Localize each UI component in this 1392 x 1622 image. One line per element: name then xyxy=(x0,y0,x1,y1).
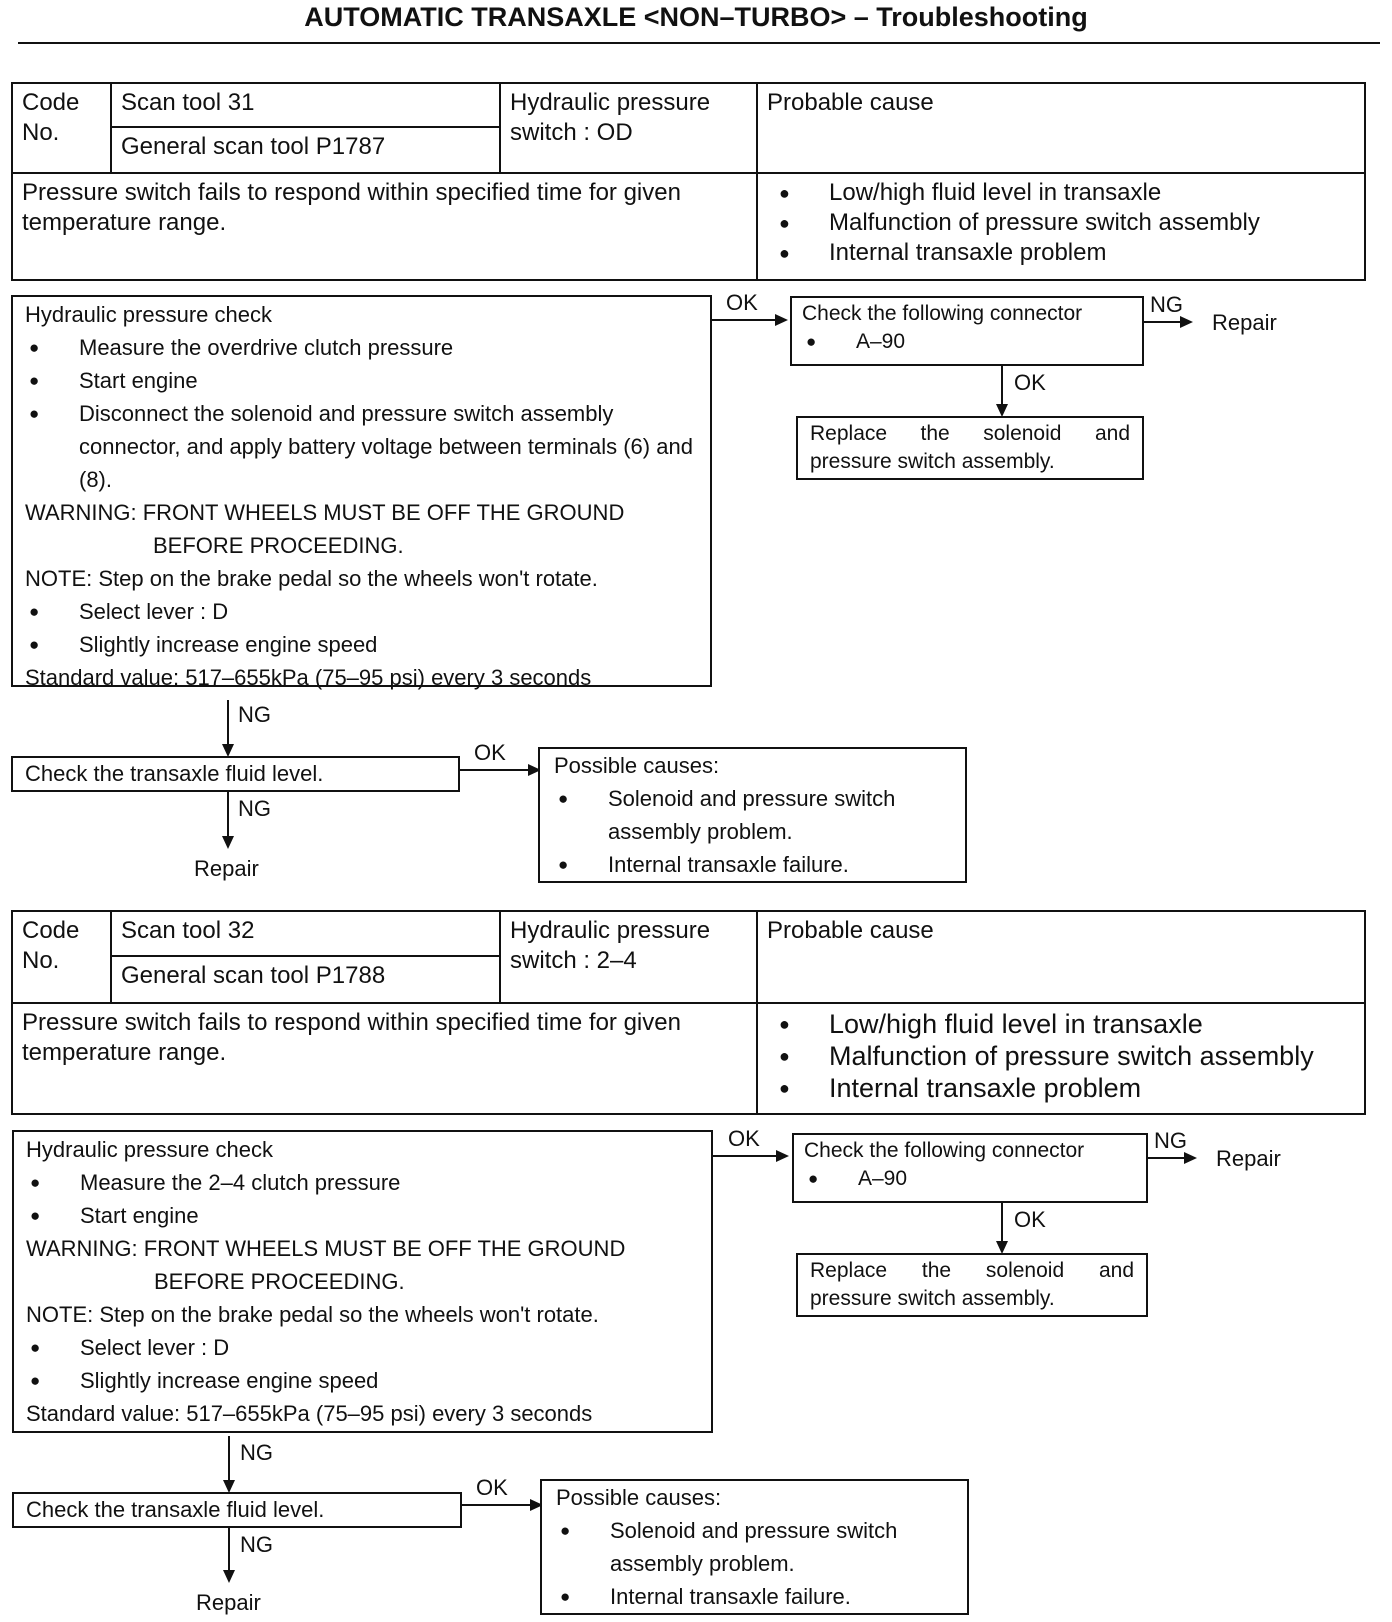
replace-text: Replace the solenoid and pressure switch assembly. xyxy=(810,1259,1134,1310)
cause-item: ● Internal transaxle problem xyxy=(767,1072,1355,1104)
replace-box xyxy=(796,1253,1148,1317)
hydraulic-check-box xyxy=(12,1130,713,1433)
general-scan-tool: General scan tool P1787 xyxy=(112,128,501,172)
arrow-line xyxy=(227,700,229,750)
fluid-check-text: Check the transaxle fluid level. xyxy=(26,1497,325,1522)
connector-item: ● A–90 xyxy=(802,328,1132,356)
ok-label: OK xyxy=(1014,370,1046,395)
check-title: Hydraulic pressure check xyxy=(26,1137,273,1162)
ng-label: NG xyxy=(1150,292,1183,317)
replace-text: Replace the solenoid and pressure switch assembly. xyxy=(810,422,1130,473)
code-table xyxy=(11,82,1366,281)
switch-name: Hydraulic pressure switch : 2–4 xyxy=(501,912,758,1002)
check-step: ● Disconnect the solenoid and pressure switch assembly connector, and apply battery voltage between terminals (6) and (8). xyxy=(25,397,698,496)
switch-name: Hydraulic pressure switch : OD xyxy=(501,84,758,172)
check-step: ● Measure the overdrive clutch pressure xyxy=(25,331,698,364)
page-title: AUTOMATIC TRANSAXLE <NON–TURBO> – Troubleshooting xyxy=(304,2,1088,32)
warning-line: BEFORE PROCEEDING. xyxy=(154,1269,405,1294)
arrow-line xyxy=(460,769,532,771)
connector-title: Check the following connector xyxy=(802,302,1083,325)
repair-label: Repair xyxy=(196,1590,261,1615)
fluid-check-box xyxy=(11,756,460,792)
check-step: ● Start engine xyxy=(25,364,698,397)
code-no-label: Code No. xyxy=(13,84,112,172)
hydraulic-check-box xyxy=(11,295,712,690)
connector-check-box xyxy=(790,296,1144,366)
arrow-head xyxy=(223,1570,235,1583)
arrow-line xyxy=(1144,321,1182,323)
possible-item: ● Internal transaxle failure. xyxy=(556,1580,953,1613)
arrow-line xyxy=(1001,366,1003,408)
arrow-line xyxy=(228,1528,230,1576)
probable-cause-heading: Probable cause xyxy=(767,917,934,944)
cause-item: ● Malfunction of pressure switch assembly xyxy=(767,1040,1355,1072)
check-step: ● Select lever : D xyxy=(25,595,698,628)
possible-item: ● Solenoid and pressure switch assembly problem. xyxy=(554,782,951,848)
standard-value: Standard value: 517–655kPa (75–95 psi) every 3 seconds xyxy=(25,665,592,690)
check-step: ● Select lever : D xyxy=(26,1331,699,1364)
ng-label: NG xyxy=(240,1532,273,1557)
ok-label: OK xyxy=(726,290,758,315)
repair-label: Repair xyxy=(194,856,259,881)
ok-label: OK xyxy=(474,740,506,765)
possible-causes-box xyxy=(540,1479,969,1615)
check-step: ● Slightly increase engine speed xyxy=(26,1364,699,1397)
arrow-line xyxy=(462,1504,534,1506)
arrow-line xyxy=(228,1436,230,1486)
ok-label: OK xyxy=(1014,1207,1046,1232)
possible-item: ● Internal transaxle failure. xyxy=(554,848,951,881)
cause-list xyxy=(758,1002,1364,1113)
possible-title: Possible causes: xyxy=(554,753,720,778)
scan-tool: Scan tool 31 xyxy=(112,84,501,128)
arrow-line xyxy=(713,1155,777,1157)
ng-label: NG xyxy=(240,1440,273,1465)
condition-text: Pressure switch fails to respond within specified time for given temperature range. xyxy=(13,1002,758,1113)
arrow-line xyxy=(1001,1203,1003,1245)
repair-label: Repair xyxy=(1212,310,1277,335)
cause-item: ● Low/high fluid level in transaxle xyxy=(767,1008,1355,1040)
ng-label: NG xyxy=(238,796,271,821)
check-title: Hydraulic pressure check xyxy=(25,302,272,327)
note-text: NOTE: Step on the brake pedal so the wheels won't rotate. xyxy=(26,1302,599,1327)
ok-label: OK xyxy=(728,1126,760,1151)
scan-tool: Scan tool 32 xyxy=(112,912,501,957)
check-step: ● Start engine xyxy=(26,1199,699,1232)
connector-item: ● A–90 xyxy=(804,1165,1136,1193)
arrow-head xyxy=(775,314,788,326)
replace-box xyxy=(796,416,1144,480)
check-step: ● Measure the 2–4 clutch pressure xyxy=(26,1166,699,1199)
possible-title: Possible causes: xyxy=(556,1485,722,1510)
general-scan-tool: General scan tool P1788 xyxy=(112,957,501,1002)
cause-item: ● Internal transaxle problem xyxy=(767,238,1355,268)
arrow-line xyxy=(227,792,229,842)
arrow-head xyxy=(222,836,234,849)
arrow-head xyxy=(776,1150,789,1162)
warning-line: WARNING: FRONT WHEELS MUST BE OFF THE GROUND xyxy=(25,500,625,525)
arrow-line xyxy=(1148,1157,1186,1159)
code-no-label: Code No. xyxy=(13,912,112,1002)
warning-line: BEFORE PROCEEDING. xyxy=(153,533,404,558)
warning-line: WARNING: FRONT WHEELS MUST BE OFF THE GROUND xyxy=(26,1236,626,1261)
code-table xyxy=(11,910,1366,1115)
possible-causes-box xyxy=(538,747,967,883)
cause-item: ● Malfunction of pressure switch assembly xyxy=(767,208,1355,238)
note-text: NOTE: Step on the brake pedal so the wheels won't rotate. xyxy=(25,566,598,591)
cause-item: ● Low/high fluid level in transaxle xyxy=(767,178,1355,208)
repair-label: Repair xyxy=(1216,1146,1281,1171)
check-step: ● Slightly increase engine speed xyxy=(25,628,698,661)
standard-value: Standard value: 517–655kPa (75–95 psi) every 3 seconds xyxy=(26,1401,593,1426)
connector-title: Check the following connector xyxy=(804,1139,1085,1162)
ng-label: NG xyxy=(238,702,271,727)
connector-check-box xyxy=(792,1133,1148,1203)
possible-item: ● Solenoid and pressure switch assembly problem. xyxy=(556,1514,953,1580)
condition-text: Pressure switch fails to respond within specified time for given temperature range. xyxy=(13,172,758,279)
ng-label: NG xyxy=(1154,1128,1187,1153)
fluid-check-text: Check the transaxle fluid level. xyxy=(25,761,324,786)
arrow-line xyxy=(712,319,776,321)
title-rule xyxy=(18,42,1380,44)
cause-list xyxy=(758,172,1364,279)
probable-cause-heading: Probable cause xyxy=(767,89,934,116)
fluid-check-box xyxy=(12,1492,462,1528)
ok-label: OK xyxy=(476,1475,508,1500)
